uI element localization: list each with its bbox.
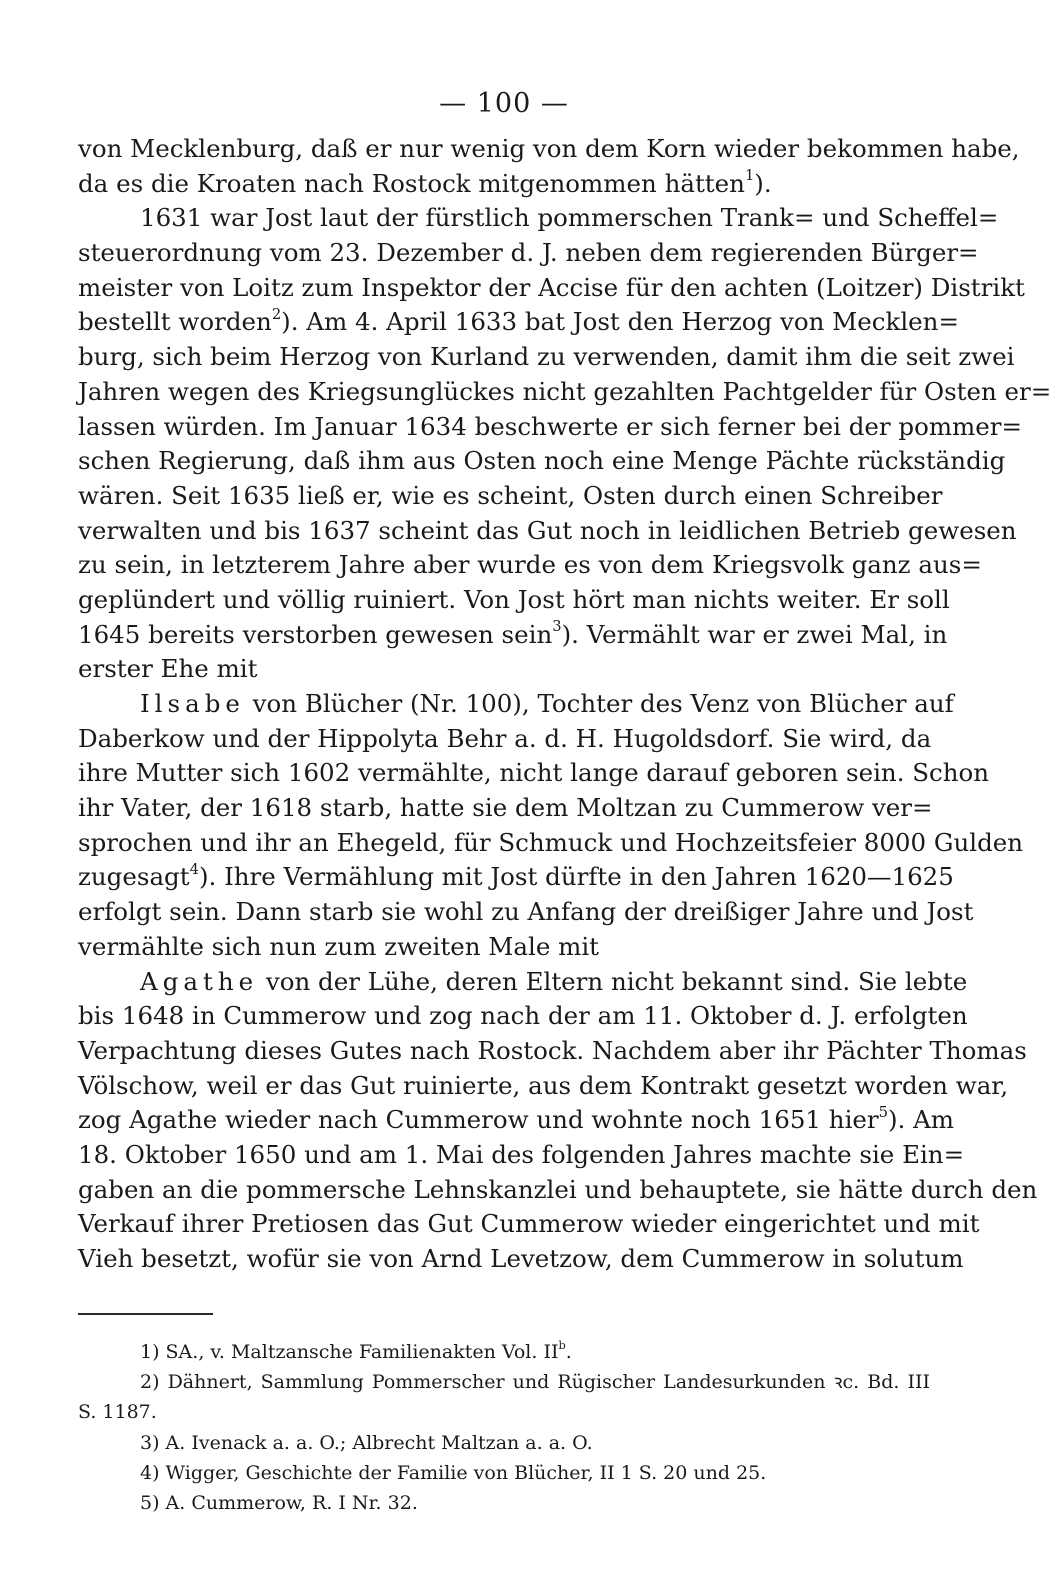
text-line xyxy=(78,895,974,930)
text-line xyxy=(78,1069,1009,1104)
footnote-marker: 5 xyxy=(878,1103,888,1121)
text-run: geplündert und völlig ruiniert. Von Jost hört man nichts weiter. Er soll xyxy=(78,584,950,614)
text-run: von Blücher (Nr. 100), Tochter des Venz von Blücher auf xyxy=(244,689,954,718)
spaced-name: Ilsabe xyxy=(140,689,245,718)
text-run: burg, sich beim Herzog von Kurland zu verwenden, damit ihm die seit zwei xyxy=(78,342,1015,372)
text-line xyxy=(78,132,1020,167)
text-run: steuerordnung vom 23. Dezember d. J. neben dem regierenden Bürger= xyxy=(78,238,979,268)
text-line xyxy=(78,271,1025,306)
text-line xyxy=(78,479,943,514)
text-line xyxy=(78,167,930,202)
text-run: 4 xyxy=(140,1461,153,1484)
footnote-line xyxy=(78,1458,930,1488)
text-line xyxy=(78,236,979,271)
footnote-marker: 3 xyxy=(552,618,562,636)
text-run: ) Wigger, Geschichte der Familie von Blücher, II 1 S. 20 und 25. xyxy=(152,1461,767,1484)
text-run: 3 xyxy=(140,1431,153,1454)
text-line xyxy=(78,444,1006,479)
text-run: Verpachtung dieses Gutes nach Rostock. Nachdem aber ihr Pächter Thomas xyxy=(78,1035,1027,1065)
text-line xyxy=(78,999,968,1034)
page-number: — 100 — xyxy=(439,88,569,119)
footnote-marker: 1 xyxy=(744,167,755,185)
text-run: zog Agathe wieder nach Cummerow und wohnte noch 1651 hier xyxy=(78,1105,879,1135)
main-text xyxy=(78,132,1051,1277)
text-run: meister von Loitz zum Inspektor der Accise für den achten (Loitzer) Distrikt xyxy=(78,272,1025,302)
text-line xyxy=(78,930,930,965)
footnote-marker: 2 xyxy=(271,306,282,324)
text-line xyxy=(78,340,1015,375)
text-line xyxy=(78,548,982,583)
text-run: Verkauf ihrer Pretiosen das Gut Cummerow wieder eingerichtet und mit xyxy=(78,1209,980,1239)
footnote-marker: 4 xyxy=(189,861,199,879)
text-run: Vieh besetzt, wofür sie von Arnd Levetzow, dem Cummerow in solutum xyxy=(78,1244,964,1273)
text-run: ). Am 4. April 1633 bat Jost den Herzog von Mecklen= xyxy=(281,307,959,337)
text-line xyxy=(78,687,954,722)
text-run: 5 xyxy=(140,1492,153,1515)
text-run: . xyxy=(565,1340,572,1363)
footnotes xyxy=(78,1337,930,1519)
footnote-line xyxy=(78,1428,930,1458)
text-line xyxy=(78,1034,1027,1069)
text-run: ) A. Cummerow, R. I Nr. 32. xyxy=(152,1492,418,1515)
text-run: 1 xyxy=(140,1340,153,1363)
footnote-marker: b xyxy=(558,1337,566,1352)
footnote-line xyxy=(78,1397,930,1427)
text-line xyxy=(78,860,954,895)
text-run: ). Am xyxy=(887,1105,955,1135)
text-line xyxy=(78,618,948,653)
text-run: schen Regierung, daß ihm aus Osten noch eine Menge Pächte rückständig xyxy=(78,446,1006,476)
footnote-line xyxy=(78,1367,930,1397)
text-run: ). Vermählt war er zwei Mal, in xyxy=(561,619,948,649)
text-run: ihre Mutter sich 1602 vermählte, nicht lange darauf geboren sein. Schon xyxy=(78,758,990,788)
text-run: 1631 war Jost laut der fürstlich pommerschen Trank= und Scheffel= xyxy=(140,203,999,233)
footnote-separator xyxy=(78,1313,213,1315)
text-run: bestellt worden xyxy=(78,307,272,337)
text-line xyxy=(78,305,959,340)
text-run: ihr Vater, der 1618 starb, hatte sie dem Moltzan zu Cummerow ver= xyxy=(78,793,933,823)
text-run: ) A. Ivenack a. a. O.; Albrecht Maltzan a. a. O. xyxy=(152,1431,593,1454)
text-run: erster Ehe mit xyxy=(78,654,258,684)
text-line xyxy=(78,756,990,791)
text-line xyxy=(78,652,930,687)
text-line xyxy=(78,722,930,757)
text-line xyxy=(78,1138,965,1173)
text-line xyxy=(78,1173,1038,1208)
text-run: Völschow, weil er das Gut ruinierte, aus dem Kontrakt gesetzt worden war, xyxy=(78,1070,1009,1100)
text-run: gaben an die pommersche Lehnskanzlei und behauptete, sie hätte durch den xyxy=(78,1174,1038,1204)
text-line xyxy=(78,965,968,1000)
text-run: da es die Kroaten nach Rostock mitgenommen hätten xyxy=(78,168,745,198)
text-run: ) SA., v. Maltzansche Familienakten Vol. II xyxy=(152,1340,559,1363)
text-line xyxy=(78,514,1017,549)
document-page xyxy=(78,84,1051,1518)
text-run: verwalten und bis 1637 scheint das Gut noch in leidlichen Betrieb gewesen xyxy=(78,515,1017,545)
text-line xyxy=(78,201,999,236)
text-run: zugesagt xyxy=(78,862,190,892)
text-line xyxy=(78,410,1023,445)
footnote-line xyxy=(78,1337,930,1367)
text-line xyxy=(78,583,950,618)
text-run: lassen würden. Im Januar 1634 beschwerte er sich ferner bei der pommer= xyxy=(78,411,1023,441)
text-run: ) Dähnert, Sammlung Pommerscher und Rügischer Landesurkunden ꝛc. Bd. III xyxy=(152,1370,930,1393)
text-run: von der Lühe, deren Eltern nicht bekannt sind. Sie lebte xyxy=(258,966,968,996)
text-run: ). xyxy=(754,168,772,198)
text-run: Jahren wegen des Kriegsunglückes nicht gezahlten Pachtgelder für Osten er= xyxy=(78,376,1051,406)
text-run: 18. Oktober 1650 und am 1. Mai des folgenden Jahres machte sie Ein= xyxy=(78,1139,965,1169)
text-line xyxy=(78,826,1024,861)
text-run: ). Ihre Vermählung mit Jost dürfte in den Jahren 1620—1625 xyxy=(198,862,954,892)
text-line xyxy=(78,1207,980,1242)
text-run: zu sein, in letzterem Jahre aber wurde es von dem Kriegsvolk ganz aus= xyxy=(78,550,982,580)
text-run: vermählte sich nun zum zweiten Male mit xyxy=(78,931,600,961)
footnote-line xyxy=(78,1488,930,1518)
text-run: sprochen und ihr an Ehegeld, für Schmuck und Hochzeitsfeier 8000 Gulden xyxy=(78,827,1024,857)
text-run: bis 1648 in Cummerow und zog nach der am 11. Oktober d. J. erfolgten xyxy=(78,1001,968,1031)
text-line xyxy=(78,375,1051,410)
text-line xyxy=(78,1242,964,1277)
text-run: Daberkow und der Hippolyta Behr a. d. H. Hugoldsdorf. Sie wird, da xyxy=(78,723,932,753)
text-run: erfolgt sein. Dann starb sie wohl zu Anfang der dreißiger Jahre und Jost xyxy=(78,897,974,927)
text-run: S. 1187. xyxy=(78,1401,157,1424)
text-run: 1645 bereits verstorben gewesen sein xyxy=(78,619,553,649)
text-run: von Mecklenburg, daß er nur wenig von dem Korn wieder bekommen habe, xyxy=(78,134,1020,163)
spaced-name: Agathe xyxy=(140,966,259,996)
text-run: 2 xyxy=(140,1370,153,1393)
text-line xyxy=(78,791,933,826)
text-line xyxy=(78,1103,955,1138)
text-run: wären. Seit 1635 ließ er, wie es scheint, Osten durch einen Schreiber xyxy=(78,480,943,510)
